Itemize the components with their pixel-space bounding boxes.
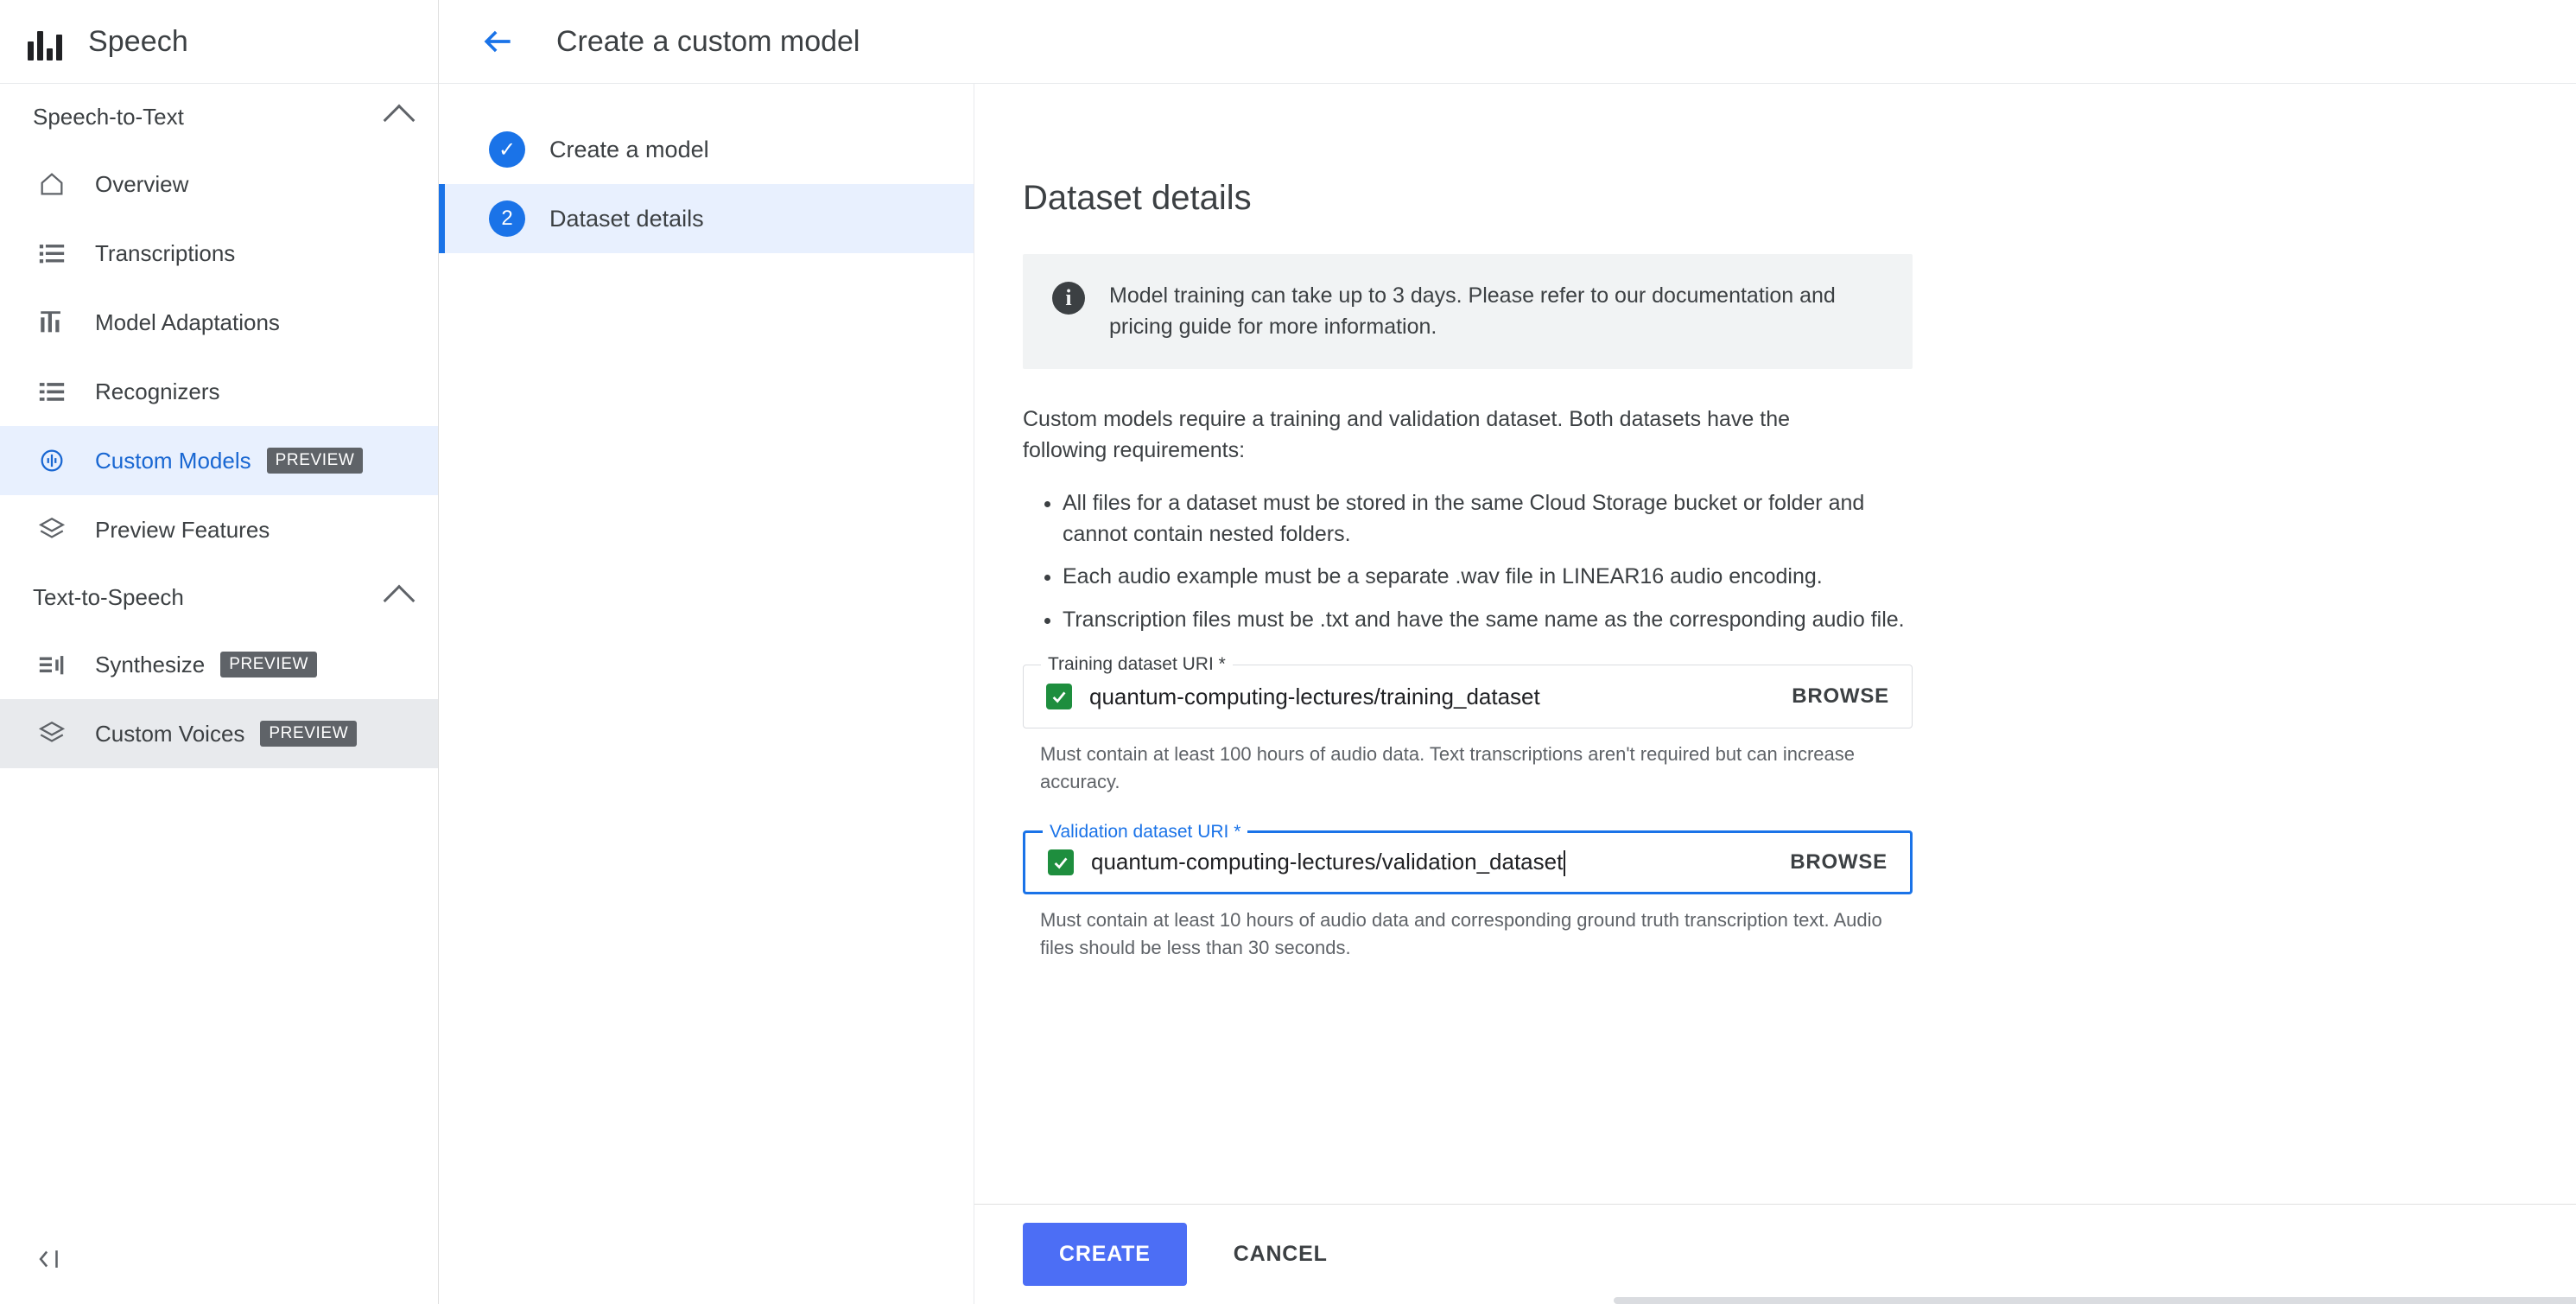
training-dataset-helper-text: Must contain at least 100 hours of audio data. Text transcriptions aren't required but can increase accuracy. [1040,743,1856,792]
custom-model-icon [33,442,71,480]
action-footer [974,1204,2576,1304]
step-label: Create a model [549,136,709,162]
main-panel [439,0,2576,1304]
sidebar-item-label: Model Adaptations [95,309,280,335]
training-dataset-label: Training dataset URI * [1041,654,1233,675]
requirements-list [1023,488,1913,635]
sidebar-item-overview[interactable] [0,149,438,219]
info-banner [1023,254,1913,369]
cancel-button[interactable]: CANCEL [1213,1223,1348,1286]
list-item: • Each audio example must be a separate .wav file in LINEAR16 audio encoding. [1063,562,1913,593]
sidebar-item-label: Synthesize [95,651,206,677]
sidebar-item-label: Preview Features [95,516,270,543]
list-item: • Transcription files must be .txt and have the same name as the corresponding audio file. [1063,605,1913,636]
validation-dataset-helper-text: Must contain at least 10 hours of audio data and corresponding ground truth transcription text. Audio files should be less than 30 seconds. [1040,908,1882,958]
sidebar-section-label: Text-to-Speech [33,583,184,610]
page-body [439,84,2576,1304]
sidebar-item-label: Recognizers [95,378,220,404]
sidebar-item-label: Transcriptions [95,239,236,266]
layers-icon [33,715,71,753]
horizontal-scrollbar[interactable] [1614,1297,2576,1304]
validation-dataset-field-group [1023,821,1913,962]
training-dataset-field-group [1023,654,1913,796]
step-label: Dataset details [549,205,704,232]
status-badge: PREVIEW [260,721,357,747]
create-button[interactable]: CREATE [1023,1223,1187,1286]
page-header [439,0,2576,84]
sidebar-section-speech-to-text[interactable] [0,84,438,149]
layers-icon [33,511,71,549]
sidebar-item-label: Custom Models [95,447,251,474]
sidebar-item-custom-models[interactable] [0,426,438,495]
sidebar-item-synthesize[interactable] [0,630,438,699]
valid-check-icon [1046,684,1072,709]
sidebar-item-preview-features[interactable] [0,495,438,564]
sidebar-section-label: Speech-to-Text [33,103,184,130]
page-title: Create a custom model [556,24,860,58]
model-adaptation-icon [33,303,71,341]
validation-browse-button[interactable]: BROWSE [1790,849,1888,874]
synthesize-icon [33,646,71,684]
recognizer-icon [33,372,71,410]
step-create-a-model[interactable] [439,115,974,184]
sidebar-item-custom-voices[interactable] [0,699,438,768]
sidebar-item-transcriptions[interactable] [0,219,438,288]
valid-check-icon [1048,849,1074,875]
content-panel [974,84,2576,1304]
info-banner-text: Model training can take up to 3 days. Please refer to our documentation and pricing guide for more information. [1109,283,1836,340]
back-arrow-icon[interactable] [479,22,517,60]
wizard-stepper [439,84,974,1304]
chevron-up-icon[interactable] [384,585,416,617]
chevron-up-icon[interactable] [384,105,416,137]
status-badge: PREVIEW [267,448,364,474]
sidebar-item-recognizers[interactable] [0,357,438,426]
validation-dataset-label: Validation dataset URI * [1043,822,1247,843]
text-caret [1564,850,1565,876]
training-dataset-uri-input[interactable] [1023,654,1913,728]
step-number-badge: 2 [489,200,525,237]
sidebar-header [0,0,438,84]
status-badge: PREVIEW [220,652,317,678]
sidebar-item-label: Custom Voices [95,720,245,747]
list-item: • All files for a dataset must be stored in the same Cloud Storage bucket or folder and cannot contain nested folders. [1063,488,1913,550]
sidebar [0,0,439,1304]
home-icon [33,165,71,203]
validation-dataset-uri-input[interactable] [1023,821,1913,894]
collapse-panel-icon[interactable] [35,1244,64,1278]
training-dataset-value: quantum-computing-lectures/training_dataset [1089,683,1540,709]
validation-dataset-value [1091,849,1773,876]
product-title: Speech [88,24,188,58]
transcription-icon [33,234,71,272]
training-browse-button[interactable]: BROWSE [1792,684,1889,708]
sidebar-item-model-adaptations[interactable] [0,288,438,357]
info-icon: i [1052,282,1085,315]
sidebar-section-text-to-speech[interactable] [0,564,438,630]
section-title: Dataset details [1023,179,1252,217]
requirements-intro: Custom models require a training and validation dataset. Both datasets have the following requirements: [1023,406,1791,462]
speech-waveform-icon [28,22,67,60]
sidebar-item-label: Overview [95,170,189,197]
step-complete-check-icon: ✓ [489,131,525,168]
step-dataset-details[interactable] [439,184,974,253]
validation-dataset-value-text: quantum-computing-lectures/validation_dataset [1091,848,1564,875]
